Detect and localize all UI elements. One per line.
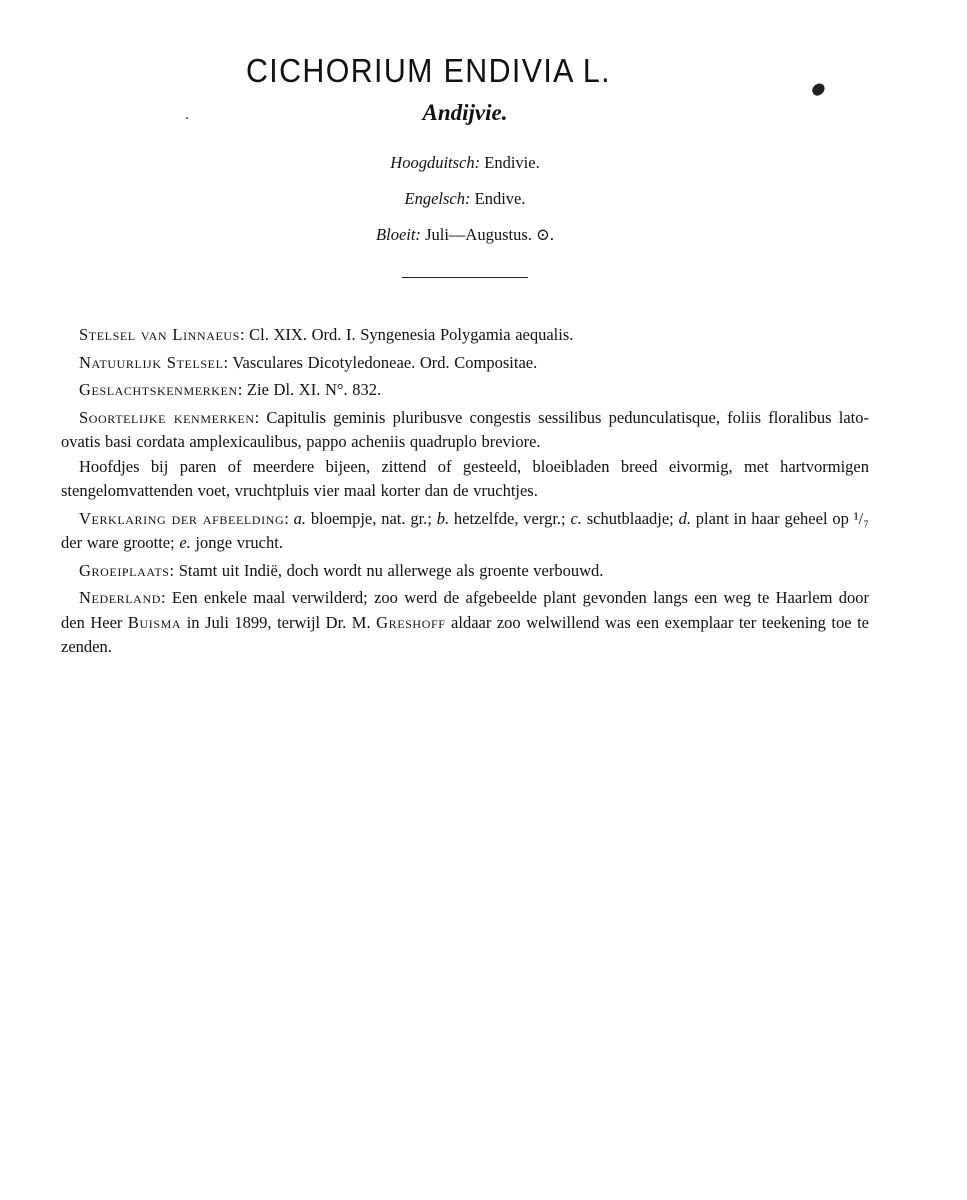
- natuurlijk-label: Natuurlijk Stelsel: [79, 352, 224, 372]
- nederland-text-1: : Een enkele maal verwilderd; zoo werd de afgebeelde plant gevonden langs een weg te Haarlem door den Heer: [61, 588, 869, 632]
- nederland-label: Nederland: [79, 588, 161, 607]
- verklaring-key-b: b.: [436, 508, 450, 528]
- name-german: [250, 153, 680, 173]
- verklaring-key-c: c.: [570, 508, 582, 528]
- verklaring-label: Verklaring der afbeelding: [79, 508, 285, 528]
- verklaring-key-e: e.: [179, 533, 191, 552]
- soort-label: Soortelijke kenmerken: [79, 407, 255, 427]
- flowering-label: Bloeit:: [376, 225, 421, 244]
- verklaring-text-d: plant in haar geheel op ¹/₇ der ware grootte;: [61, 508, 869, 552]
- verklaring-key-a: a.: [293, 508, 307, 528]
- nederland-text-2: in Juli 1899, terwijl Dr. M.: [181, 612, 377, 632]
- nederland-section: [61, 586, 869, 660]
- soort-text: : Capitulis geminis pluribusve congestis sessilibus pedunculatisque, foliis floralibus lato-ovatis basi cordata amplexicaulibus, pappo acheniis quadruplo breviore.: [61, 407, 869, 451]
- linnaeus-text: : Cl. XIX. Ord. I. Syngenesia Polygamia aequalis.: [239, 325, 574, 344]
- soort-section: [61, 406, 869, 455]
- linnaeus-label: Stelsel van Linnaeus: [79, 325, 240, 344]
- verklaring-text-c: schutblaadje;: [581, 508, 679, 528]
- flowering-period: [250, 225, 680, 245]
- linnaeus-section: [61, 323, 869, 348]
- person-greshoff: Greshoff: [376, 612, 446, 632]
- natuurlijk-section: [61, 351, 869, 376]
- name-german-value: Endivie.: [484, 153, 540, 172]
- verklaring-text-e: jonge vrucht.: [190, 533, 283, 552]
- geslacht-text: : Zie Dl. XI. N°. 832.: [237, 380, 382, 399]
- page-subtitle: Andijvie.: [422, 100, 508, 125]
- verklaring-key-d: d.: [678, 508, 691, 528]
- verklaring-section: Verklaring der afbeelding: a. bloempje, nat. gr.; b. hetzelfde, vergr.; c. schutblaadje; d. plant in haar geheel op ¹/₇ der ware grootte; e. jonge vrucht.: [61, 508, 869, 552]
- page-title: CICHORIUM ENDIVIA L.: [246, 52, 611, 89]
- name-german-label: Hoogduitsch:: [390, 153, 481, 172]
- groeiplaats-section: [61, 559, 869, 584]
- nederland-text-3: aldaar zoo welwillend was een exemplaar ter teekening toe te zenden.: [61, 612, 869, 656]
- person-buisma: Buisma: [127, 612, 182, 632]
- hoofdjes-section: Hoofdjes bij paren of meerdere bijeen, zittend of gesteeld, bloeibladen breed eivormig, met hartvormigen stengelomvattenden voet, vruchtpluis vier maal korter dan de vruchtjes.: [61, 456, 869, 500]
- geslacht-label: Geslachtskenmerken: [79, 380, 238, 399]
- natuurlijk-text: : Vasculares Dicotyledoneae. Ord. Compositae.: [223, 352, 538, 372]
- geslacht-section: [61, 378, 869, 403]
- groeiplaats-text: : Stamt uit Indië, doch wordt nu allerwege als groente verbouwd.: [169, 560, 604, 580]
- description-body: [61, 323, 869, 660]
- name-english-label: Engelsch:: [404, 189, 471, 208]
- verklaring-text-a: bloempje, nat. gr.;: [306, 508, 437, 528]
- ink-speck: [810, 82, 826, 97]
- ink-dot: [186, 117, 188, 119]
- name-english-value: Endive.: [474, 189, 526, 208]
- name-english: [250, 189, 680, 209]
- flowering-value: Juli—Augustus. ⊙.: [425, 225, 554, 244]
- divider: [402, 277, 528, 278]
- groeiplaats-label: Groeiplaats: [79, 560, 170, 580]
- verklaring-text-b: hetzelfde, vergr.;: [449, 508, 571, 528]
